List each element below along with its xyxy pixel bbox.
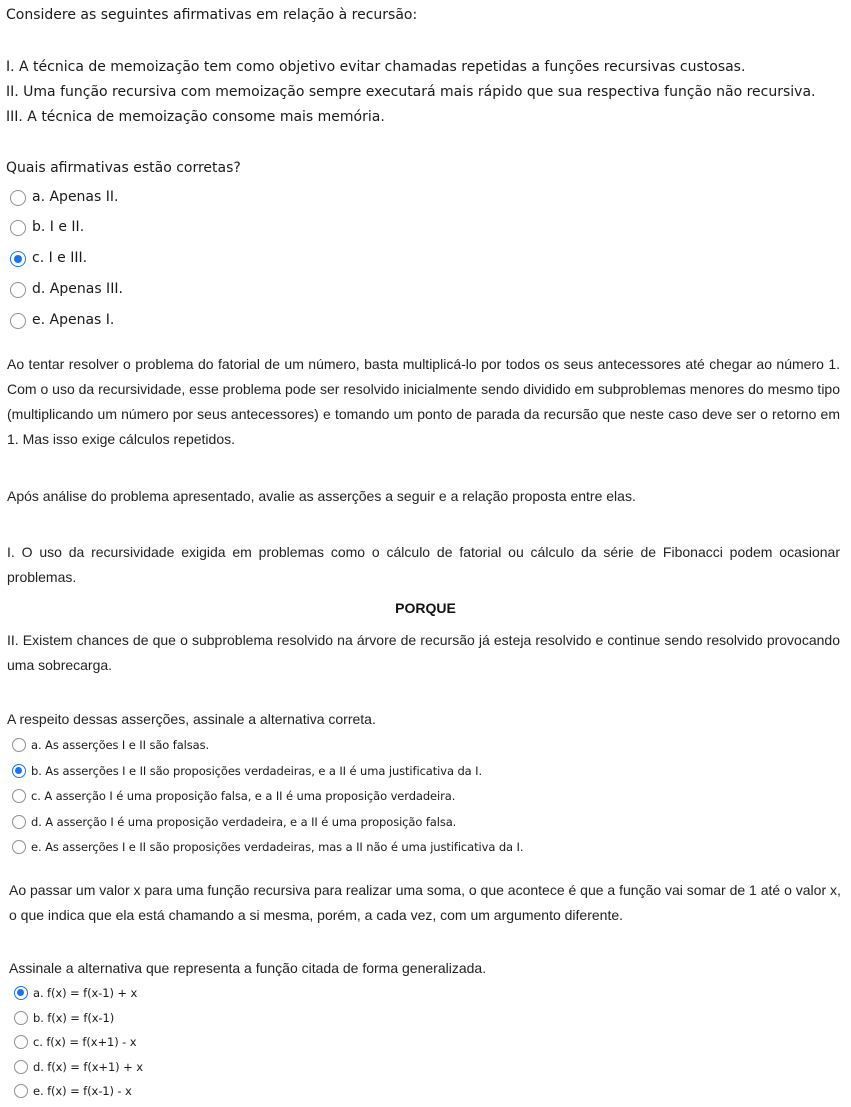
q3-context: Ao passar um valor x para uma função recursiva para realizar uma soma, o que acontece é que a função vai somar de 1 até o valor x, o que indica que ela está chamando a si mesma, porém, a cada vez, com um argumento diferente. (9, 882, 841, 923)
q3-option-b-radio[interactable] (14, 1011, 28, 1025)
q2-question: A respeito dessas asserções, assinale a alternativa correta. (7, 711, 376, 727)
q1-option-a-label[interactable]: a. Apenas II. (32, 189, 119, 205)
q1-option-d-radio[interactable] (10, 282, 26, 298)
q1-statement-3: III. A técnica de memoização consome mais memória. (6, 109, 385, 125)
q3-option-d-radio[interactable] (14, 1060, 28, 1074)
q2-option-c-label[interactable]: c. A asserção I é uma proposição falsa, e a II é uma proposição verdadeira. (31, 789, 456, 803)
q2-option-b-radio[interactable] (12, 764, 26, 778)
q2-connector: PORQUE (395, 600, 456, 616)
q2-instruction: Após análise do problema apresentado, avalie as asserções a seguir e a relação proposta entre elas. (7, 488, 636, 504)
q3-option-b-label[interactable]: b. f(x) = f(x-1) (33, 1011, 115, 1025)
q1-option-b-radio[interactable] (10, 220, 26, 236)
q1-option-a-radio[interactable] (10, 190, 26, 206)
q3-option-e-label[interactable]: e. f(x) = f(x-1) - x (33, 1084, 132, 1098)
q2-option-c-radio[interactable] (12, 789, 26, 803)
q2-option-e-radio[interactable] (12, 840, 26, 854)
q3-option-a-label[interactable]: a. f(x) = f(x-1) + x (33, 986, 138, 1000)
q1-option-b-label[interactable]: b. I e II. (32, 219, 85, 235)
q2-option-b-label[interactable]: b. As asserções I e II são proposições verdadeiras, e a II é uma justificativa da I. (31, 764, 482, 778)
q3-option-e-radio[interactable] (14, 1084, 28, 1098)
q2-option-e-label[interactable]: e. As asserções I e II são proposições verdadeiras, mas a II não é uma justificativa da I. (31, 840, 524, 854)
q2-context: Ao tentar resolver o problema do fatorial de um número, basta multiplicá-lo por todos os seus antecessores até chegar ao número 1. Com o uso da recursividade, esse problema pode ser resolvido inicialmente sendo dividido em subproblemas menores do mesmo tipo (multiplicando um número por seus antecessores) e tomando um ponto de parada da recursão que neste caso deve ser o retorno em 1. Mas isso exige cálculos repetidos. (7, 356, 840, 447)
q1-option-e-label[interactable]: e. Apenas I. (32, 312, 115, 328)
q2-assertion-1: I. O uso da recursividade exigida em problemas como o cálculo de fatorial ou cálculo da série de Fibonacci podem ocasionar problemas. (7, 544, 840, 585)
q1-option-c-radio[interactable] (10, 251, 26, 267)
q2-option-d-label[interactable]: d. A asserção I é uma proposição verdadeira, e a II é uma proposição falsa. (31, 815, 457, 829)
q1-option-d-label[interactable]: d. Apenas III. (32, 281, 123, 297)
q3-option-d-label[interactable]: d. f(x) = f(x+1) + x (33, 1060, 143, 1074)
q3-option-c-label[interactable]: c. f(x) = f(x+1) - x (33, 1035, 137, 1049)
q1-question: Quais afirmativas estão corretas? (6, 160, 241, 176)
q1-intro: Considere as seguintes afirmativas em relação à recursão: (6, 7, 418, 23)
q2-option-a-radio[interactable] (12, 738, 26, 752)
q1-statement-1: I. A técnica de memoização tem como objetivo evitar chamadas repetidas a funções recursivas custosas. (6, 59, 746, 75)
q1-option-c-label[interactable]: c. I e III. (32, 250, 88, 266)
q1-option-e-radio[interactable] (10, 313, 26, 329)
q3-option-a-radio[interactable] (14, 986, 28, 1000)
q3-question: Assinale a alternativa que representa a função citada de forma generalizada. (9, 960, 487, 976)
q2-option-d-radio[interactable] (12, 815, 26, 829)
q1-statement-2: II. Uma função recursiva com memoização sempre executará mais rápido que sua respectiva função não recursiva. (6, 84, 816, 100)
q2-assertion-2: II. Existem chances de que o subproblema resolvido na árvore de recursão já esteja resolvido e continue sendo resolvido provocando uma sobrecarga. (7, 632, 840, 673)
q2-option-a-label[interactable]: a. As asserções I e II são falsas. (31, 738, 210, 752)
q3-option-c-radio[interactable] (14, 1035, 28, 1049)
